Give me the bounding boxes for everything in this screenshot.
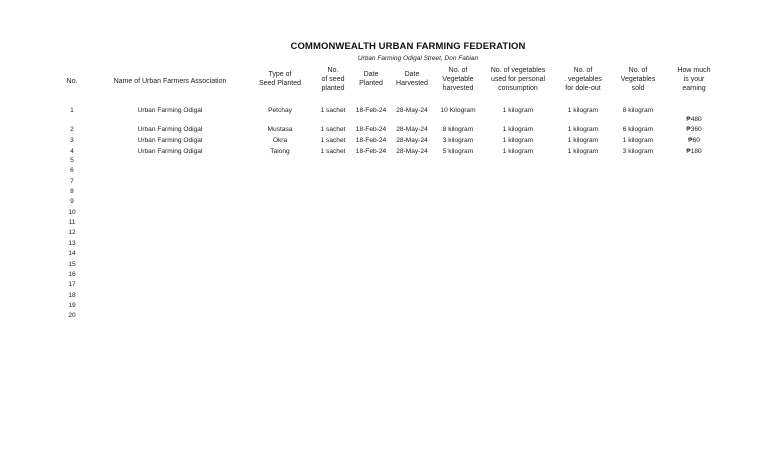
header-no: No. bbox=[66, 78, 78, 85]
cell-earning: ₱180 bbox=[686, 148, 702, 155]
header-association: Name of Urban Farmers Association bbox=[113, 78, 227, 85]
header-date-planted: Date Planted bbox=[359, 71, 383, 87]
cell-date-planted: 18-Feb-24 bbox=[355, 148, 387, 155]
cell-no: 2 bbox=[70, 126, 74, 133]
row-number: 15 bbox=[68, 260, 76, 268]
cell-personal: 1 kilogram bbox=[502, 126, 534, 133]
header-veg-harvested: No. of Vegetable harvested bbox=[442, 67, 474, 92]
row-number: 13 bbox=[68, 239, 76, 247]
cell-date-harvested: 28-May-24 bbox=[396, 137, 428, 144]
cell-sold: 6 kilogram bbox=[622, 126, 654, 133]
header-personal: No. of vegetables used for personal consumption bbox=[490, 67, 546, 92]
cell-earning: ₱480 bbox=[686, 116, 702, 123]
row-number: 5 bbox=[70, 157, 74, 164]
cell-sold: 3 kilogram bbox=[622, 148, 654, 155]
cell-seed-count: 1 sachet bbox=[320, 126, 346, 133]
row-number: 11 bbox=[68, 219, 76, 227]
cell-seed-count: 1 sachet bbox=[320, 148, 346, 155]
row-number: 18 bbox=[68, 291, 76, 299]
cell-dole-out: 1 kilogram bbox=[567, 148, 599, 155]
cell-no: 4 bbox=[70, 148, 74, 155]
cell-association: Urban Farming Odigal bbox=[137, 148, 203, 155]
row-number: 12 bbox=[68, 229, 76, 237]
row-number: 10 bbox=[68, 208, 76, 216]
row-number: 14 bbox=[68, 250, 76, 258]
cell-dole-out: 1 kilogram bbox=[567, 126, 599, 133]
cell-veg-harvested: 10 Kilogram bbox=[440, 107, 476, 114]
cell-seed-type: Talong bbox=[270, 148, 290, 155]
cell-date-harvested: 28-May-24 bbox=[396, 107, 428, 114]
cell-dole-out: 1 kilogram bbox=[567, 137, 599, 144]
cell-personal: 1 kilogram bbox=[502, 137, 534, 144]
cell-association: Urban Farming Odigal bbox=[137, 137, 203, 144]
cell-association: Urban Farming Odigal bbox=[137, 126, 203, 133]
row-number: 20 bbox=[68, 312, 76, 320]
cell-date-planted: 18-Feb-24 bbox=[355, 126, 387, 133]
header-seed-type: Type of Seed Planted bbox=[258, 71, 302, 87]
cell-date-planted: 18-Feb-24 bbox=[355, 137, 387, 144]
header-dole-out: No. of . vegetables for dole-out bbox=[564, 67, 602, 92]
row-number: 19 bbox=[68, 301, 76, 309]
cell-personal: 1 kilogram bbox=[502, 148, 534, 155]
header-earning: How much is your earning bbox=[677, 67, 711, 92]
document-title: COMMONWEALTH URBAN FARMING FEDERATION bbox=[290, 41, 526, 52]
cell-date-harvested: 28-May-24 bbox=[396, 148, 428, 155]
cell-date-planted: 18-Feb-24 bbox=[355, 107, 387, 114]
document-subtitle: Urban Farming Odigal Street, Don Fabian bbox=[357, 55, 479, 62]
cell-seed-type: Petchay bbox=[268, 107, 292, 114]
cell-dole-out: 1 kilogram bbox=[567, 107, 599, 114]
header-date-harvested: Date Harvested bbox=[396, 71, 428, 87]
cell-seed-count: 1 sachet bbox=[320, 107, 346, 114]
row-number: 9 bbox=[70, 198, 74, 206]
cell-veg-harvested: 3 kilogram bbox=[442, 137, 474, 144]
cell-date-harvested: 28-May-24 bbox=[396, 126, 428, 133]
cell-seed-count: 1 sachet bbox=[320, 137, 346, 144]
cell-seed-type: Okra bbox=[272, 137, 288, 144]
cell-association: Urban Farming Odigal bbox=[137, 107, 203, 114]
cell-sold: 1 kilogram bbox=[622, 137, 654, 144]
cell-earning: ₱360 bbox=[686, 126, 702, 133]
cell-earning: ₱60 bbox=[688, 137, 700, 144]
row-number: 6 bbox=[70, 167, 74, 175]
cell-sold: 8 kilogram bbox=[622, 107, 654, 114]
row-number: 16 bbox=[68, 270, 76, 278]
cell-veg-harvested: 5 kilogram bbox=[442, 148, 474, 155]
row-number: 17 bbox=[68, 281, 76, 289]
cell-veg-harvested: 8 kilogram bbox=[442, 126, 474, 133]
cell-personal: 1 kilogram bbox=[502, 107, 534, 114]
row-number: 8 bbox=[70, 188, 74, 196]
header-seed-count: No. of seed planted bbox=[321, 67, 345, 92]
cell-no: 1 bbox=[70, 107, 74, 114]
row-number: 7 bbox=[70, 177, 74, 185]
header-sold: No. of Vegetables sold bbox=[620, 67, 656, 92]
cell-seed-type: Mustasa bbox=[267, 126, 293, 133]
cell-no: 3 bbox=[70, 137, 74, 144]
